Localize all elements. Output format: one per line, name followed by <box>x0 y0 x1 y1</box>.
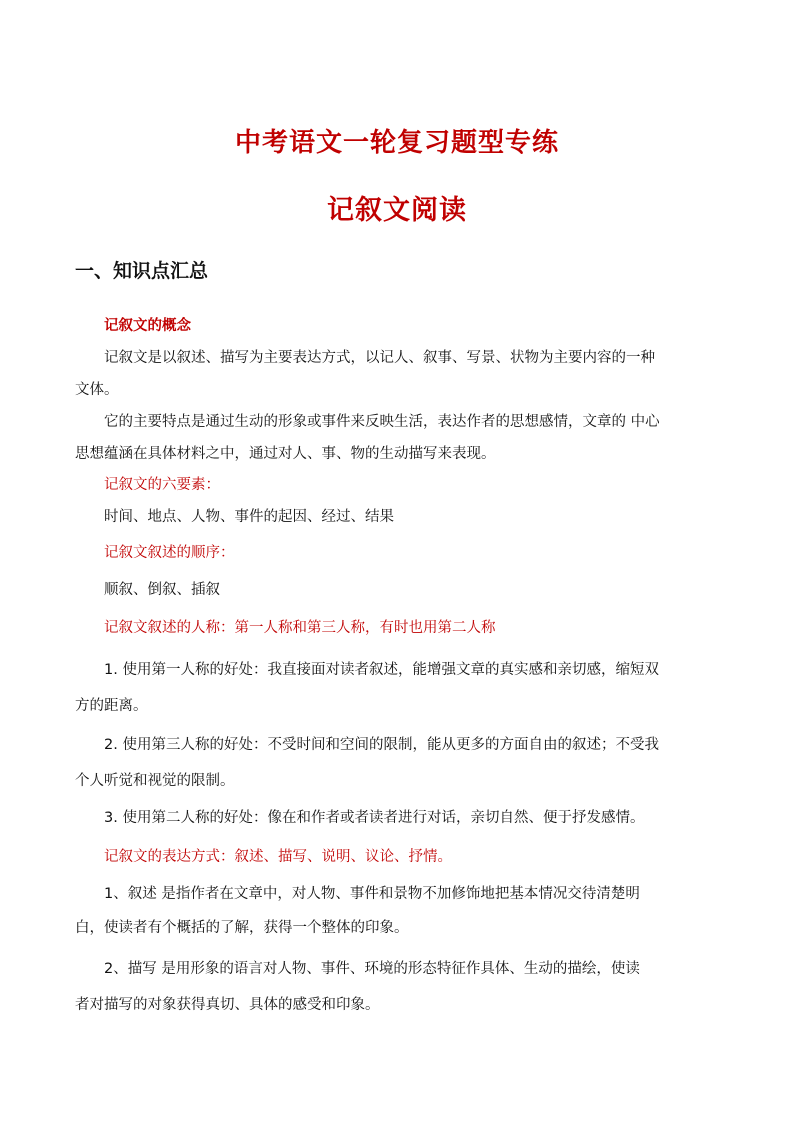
first-person-line-1: 1. 使用第一人称的好处：我直接面对读者叙述，能增强文章的真实感和亲切感，缩短双 <box>104 662 659 678</box>
document-subtitle: 记叙文阅读 <box>327 195 467 226</box>
six-elements-heading: 记叙文的六要素： <box>104 477 220 493</box>
narration-line-2: 白，使读者有个概括的了解，获得一个整体的印象。 <box>75 920 409 936</box>
description-line-2: 者对描写的对象获得真切、具体的感受和印象。 <box>75 997 380 1013</box>
expression-methods-heading: 记叙文的表达方式：叙述、描写、说明、议论、抒情。 <box>104 849 452 865</box>
first-person-line-2: 方的距离。 <box>75 698 148 714</box>
document-title: 中考语文一轮复习题型专练 <box>234 128 559 158</box>
concept-paragraph-2-line-2: 思想蕴涵在具体材料之中，通过对人、事、物的生动描写来表现。 <box>75 446 496 462</box>
concept-heading: 记叙文的概念 <box>104 318 191 334</box>
narrative-order-heading: 记叙文叙述的顺序： <box>104 545 235 561</box>
second-person-line-1: 3. 使用第二人称的好处：像在和作者或者读者进行对话，亲切自然、便于抒发感情。 <box>104 810 645 826</box>
third-person-line-1: 2. 使用第三人称的好处：不受时间和空间的限制，能从更多的方面自由的叙述；不受我 <box>104 737 659 753</box>
section-heading: 一、知识点汇总 <box>75 260 209 282</box>
third-person-line-2: 个人听觉和视觉的限制。 <box>75 773 235 789</box>
concept-paragraph-1-line-2: 文体。 <box>75 382 119 398</box>
narrative-person-heading: 记叙文叙述的人称：第一人称和第三人称，有时也用第二人称 <box>104 620 496 636</box>
narrative-order-text: 顺叙、倒叙、插叙 <box>104 582 220 598</box>
narration-line-1: 1、叙述 是指作者在文章中，对人物、事件和景物不加修饰地把基本情况交待清楚明 <box>104 886 640 902</box>
concept-paragraph-2-line-1: 它的主要特点是通过生动的形象或事件来反映生活，表达作者的思想感情，文章的 中心 <box>104 414 660 430</box>
six-elements-text: 时间、地点、人物、事件的起因、经过、结果 <box>104 509 394 525</box>
description-line-1: 2、描写 是用形象的语言对人物、事件、环境的形态特征作具体、生动的描绘，使读 <box>104 961 640 977</box>
concept-paragraph-1-line-1: 记叙文是以叙述、描写为主要表达方式，以记人、叙事、写景、状物为主要内容的一种 <box>104 350 655 366</box>
